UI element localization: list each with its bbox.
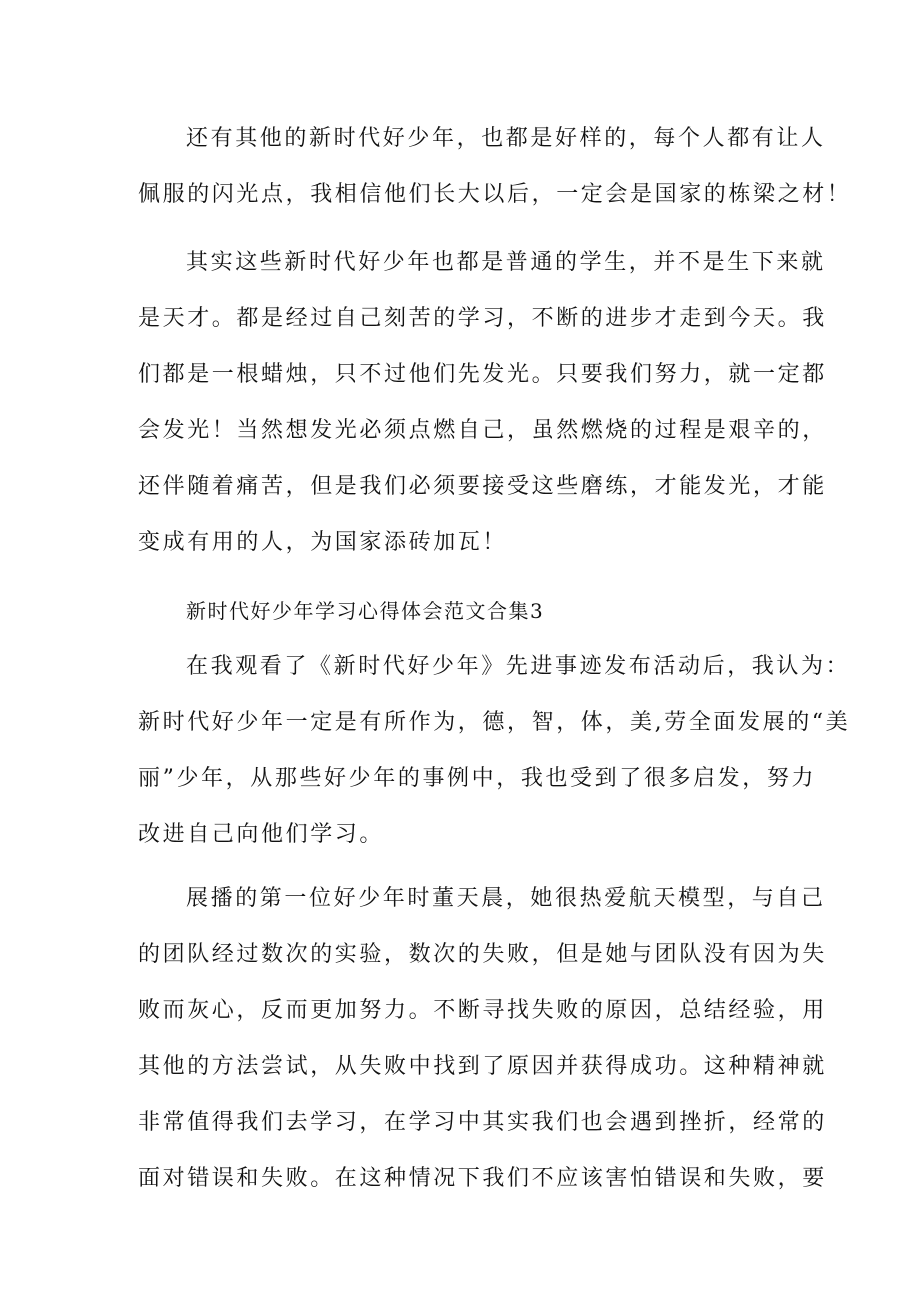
paragraph-4-line-3: 败而灰心，反而更加努力。不断寻找失败的原因，总结经验，用 — [138, 998, 827, 1023]
paragraph-4-line-2: 的团队经过数次的实验，数次的失败，但是她与团队没有因为失 — [138, 942, 827, 967]
section-heading: 新时代好少年学习心得体会范文合集3 — [186, 599, 545, 623]
paragraph-2-line-4: 会发光！当然想发光必须点燃自己，虽然燃烧的过程是艰辛的， — [138, 418, 827, 443]
paragraph-4-line-5: 非常值得我们去学习，在学习中其实我们也会遇到挫折，经常的 — [138, 1110, 827, 1135]
paragraph-2-line-2: 是天才。都是经过自己刻苦的学习，不断的进步才走到今天。我 — [138, 306, 827, 331]
paragraph-2-line-3: 们都是一根蜡烛，只不过他们先发光。只要我们努力，就一定都 — [138, 362, 827, 387]
paragraph-4-line-4: 其他的方法尝试，从失败中找到了原因并获得成功。这种精神就 — [138, 1054, 827, 1079]
paragraph-1-line-1: 还有其他的新时代好少年，也都是好样的，每个人都有让人 — [186, 126, 826, 151]
paragraph-4-line-1: 展播的第一位好少年时董天晨，她很热爱航天模型，与自己 — [186, 886, 826, 911]
paragraph-1-line-2: 佩服的闪光点，我相信他们长大以后，一定会是国家的栋梁之材！ — [138, 182, 852, 207]
paragraph-4-line-6: 面对错误和失败。在这种情况下我们不应该害怕错误和失败，要 — [138, 1166, 827, 1191]
paragraph-2-line-5: 还伴随着痛苦，但是我们必须要接受这些磨练，才能发光，才能 — [138, 474, 827, 499]
paragraph-3-line-3: 丽”少年，从那些好少年的事例中，我也受到了很多启发，努力 — [138, 766, 817, 791]
paragraph-3-line-4: 改进自己向他们学习。 — [138, 822, 385, 847]
paragraph-3-line-2: 新时代好少年一定是有所作为，德，智，体，美,劳全面发展的“美 — [138, 710, 851, 735]
paragraph-2-line-6: 变成有用的人，为国家添砖加瓦！ — [138, 530, 508, 555]
paragraph-3-line-1: 在我观看了《新时代好少年》先进事迹发布活动后，我认为： — [186, 654, 851, 679]
paragraph-2-line-1: 其实这些新时代好少年也都是普通的学生，并不是生下来就 — [186, 250, 826, 275]
